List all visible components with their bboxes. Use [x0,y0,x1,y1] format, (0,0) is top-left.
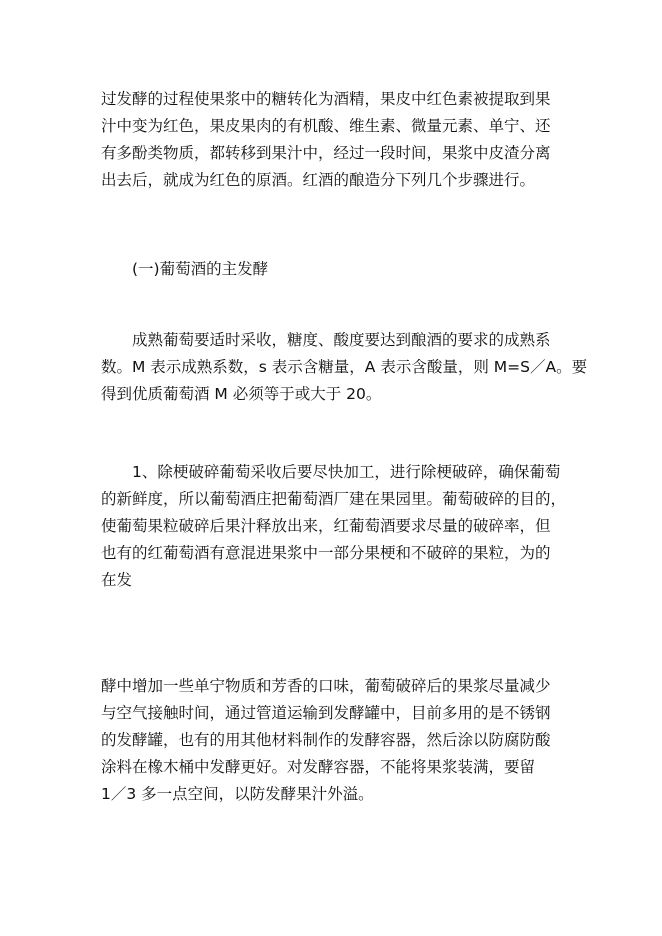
text-line: 有多酚类物质，都转移到果汁中，经过一段时间，果浆中皮渣分离 [101,144,551,162]
text-line: 1、除梗破碎葡萄采收后要尽快加工，进行除梗破碎，确保葡萄 [132,463,561,481]
text-line: 出去后，就成为红色的原酒。红酒的酿造分下列几个步骤进行。 [101,171,536,189]
section-heading [101,256,563,283]
text-line: 酵中增加一些单宁物质和芳香的口味，葡萄破碎后的果浆尽量减少 [101,677,551,695]
paragraph-step1 [101,459,567,594]
paragraph-intro [101,86,563,194]
text-line: 1／3 多一点空间，以防发酵果汁外溢。 [101,785,374,803]
text-line: 汁中变为红色，果皮果肉的有机酸、维生素、微量元素、单宁、还 [101,117,551,135]
text-line: 过发酵的过程使果浆中的糖转化为酒精，果皮中红色素被提取到果 [101,90,551,108]
text-line: 在发 [101,571,133,589]
text-line: 的发酵罐，也有的用其他材料制作的发酵容器，然后涂以防腐防酸 [101,731,551,749]
paragraph-maturity [101,327,588,408]
text-line: 成熟葡萄要适时采收，糖度、酸度要达到酿酒的要求的成熟系 [132,331,551,349]
paragraph-step1-continued [101,673,563,808]
text-line: 也有的红葡萄酒有意混进果浆中一部分果梗和不破碎的果粒，为的 [101,544,551,562]
text-line: 与空气接触时间，通过管道运输到发酵罐中，目前多用的是不锈钢 [101,704,551,722]
text-line: 使葡萄果粒破碎后果汁释放出来，红葡萄酒要求尽量的破碎率，但 [101,517,551,535]
text-line: 数。M 表示成熟系数，s 表示含糖量，A 表示含酸量，则 M=S／A。要 [101,358,588,376]
text-line: (一)葡萄酒的主发酵 [132,260,269,278]
text-line: 涂料在橡木桶中发酵更好。对发酵容器，不能将果浆装满，要留 [101,758,536,776]
text-line: 的新鲜度，所以葡萄酒庄把葡萄酒厂建在果园里。葡萄破碎的目的， [101,490,567,508]
text-line: 得到优质葡萄酒 M 必须等于或大于 20。 [101,385,382,403]
